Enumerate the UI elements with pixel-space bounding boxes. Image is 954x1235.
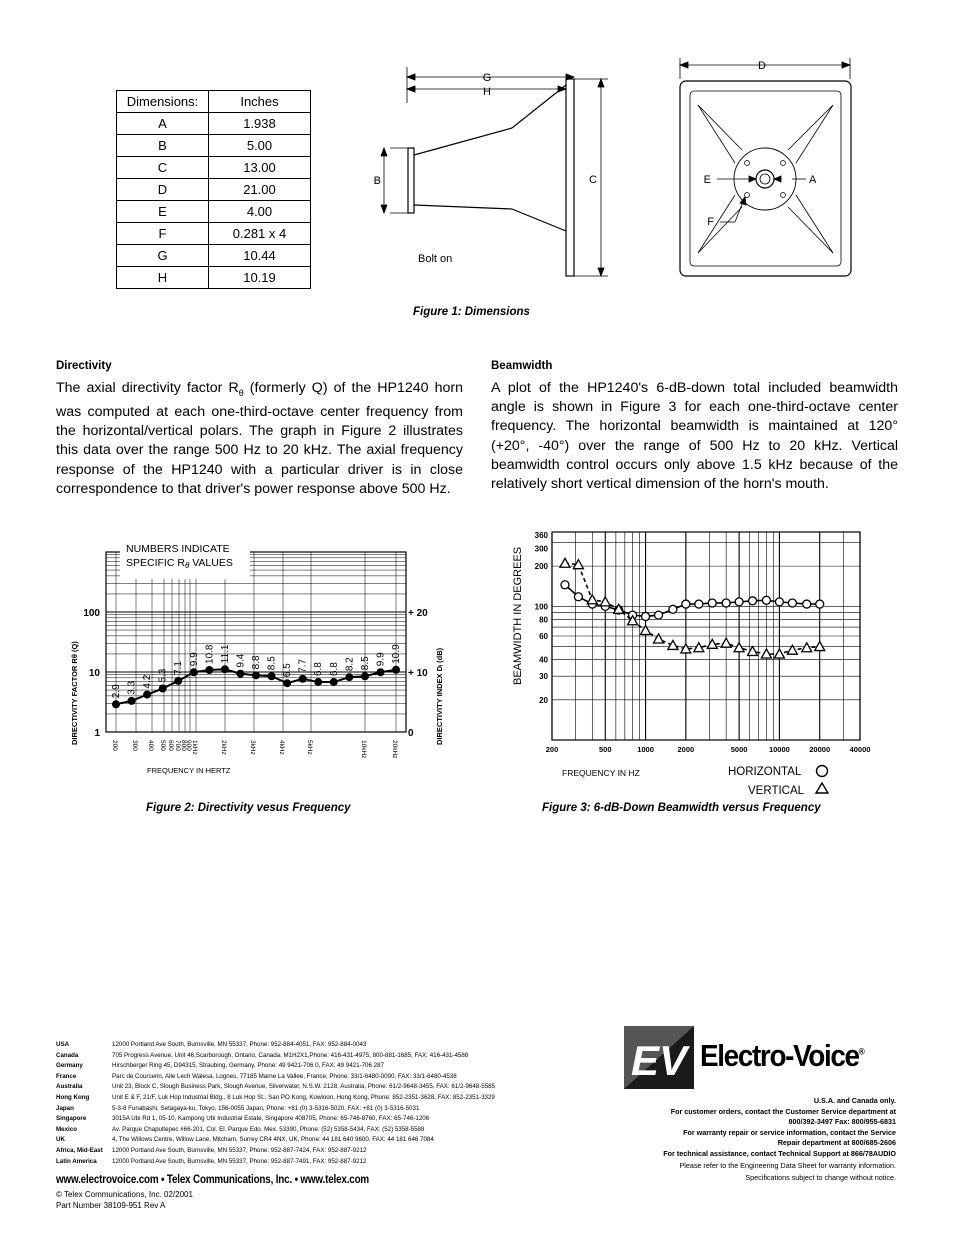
directivity-point <box>190 668 198 676</box>
directivity-point <box>345 673 353 681</box>
office-address: Av. Parque Chapultepec #66-201, Col. El. Parque Edo. Mex. 53390, Phone: (52) 5358-5434, FAX: (52) 5358-5588 <box>112 1125 425 1133</box>
beamwidth-chart <box>505 525 875 800</box>
dimension-value: 21.00 <box>209 179 311 201</box>
point-value-label: 5.3 <box>157 668 169 683</box>
directivity-point <box>112 700 120 708</box>
directivity-ylabel-right: DIRECTIVITY INDEX Dᵢ (dB) <box>435 647 444 745</box>
directivity-point <box>159 685 167 693</box>
office-country: Latin America <box>56 1157 97 1165</box>
dimension-value: 1.938 <box>209 113 311 135</box>
x-tick-label: 900 <box>185 740 192 751</box>
directivity-heading: Directivity <box>56 360 112 372</box>
horizontal-point <box>762 596 770 604</box>
office-address: 3015A Ubi Rd 1, 05-10, Kampong Ubi Industrial Estate, Singapore 408705, Phone: 65-746-8760, FAX: 65-746-1206 <box>112 1115 430 1123</box>
office-address: Hirschberger Ring 45, D94315, Straubing, Germany, Phone: 49 9421-706 0, FAX: 49 9421-706 287 <box>112 1062 384 1070</box>
contact-line: Please refer to the Engineering Data Sheet for warranty information. <box>679 1160 896 1170</box>
vertical-point <box>815 642 825 651</box>
dimension-drawings <box>360 55 880 285</box>
y-tick-label: 200 <box>534 562 548 572</box>
office-row <box>56 1061 384 1072</box>
dim-label-g: G <box>482 72 492 84</box>
table-row <box>117 201 311 223</box>
note-line2-sub: θ <box>184 561 190 570</box>
ev-logo-icon <box>624 1026 694 1089</box>
office-row <box>56 1125 424 1136</box>
dimension-value: 0.281 x 4 <box>209 223 311 245</box>
office-country: Hong Kong <box>56 1094 90 1101</box>
office-country: France <box>56 1072 77 1080</box>
y-tick-label: 60 <box>539 632 548 641</box>
office-address: Parc de Courcerin, Alle Lech Walesa, Lognes, 77185 Marne La Vallee, France, Phone: 33/1-6480-0090, FAX: 33/1-6480-4538 <box>112 1072 457 1080</box>
point-value-label: 8.5 <box>359 656 371 671</box>
office-row <box>56 1093 495 1104</box>
point-value-label: 10.8 <box>204 644 216 664</box>
y-tick-label: 80 <box>539 615 548 625</box>
point-value-label: 11.1 <box>219 644 231 664</box>
horizontal-point <box>574 593 582 601</box>
office-country: Canada <box>56 1051 79 1059</box>
dim-label-e: E <box>703 174 711 186</box>
office-country: Singapore <box>56 1115 87 1123</box>
contact-line: For warranty repair or service information, contact the Service <box>683 1127 896 1137</box>
table-row <box>117 135 311 157</box>
beamwidth-series <box>560 558 825 658</box>
table-row <box>117 245 311 267</box>
note-line2-b: VALUES <box>189 557 233 569</box>
part-number: Part Number 38109-951 Rev A <box>56 1201 166 1210</box>
dimension-value: 10.19 <box>209 267 311 289</box>
contact-info <box>663 1096 896 1185</box>
office-address: 12000 Portland Ave South, Burnsville, MN 55337, Phone: 952-887-7424, FAX: 952-887-9212 <box>112 1147 367 1154</box>
vertical-point <box>802 643 812 652</box>
office-row <box>56 1072 457 1083</box>
dimension-letter: H <box>117 267 209 289</box>
directivity-point <box>330 678 338 686</box>
directivity-point <box>174 677 182 685</box>
horn-throat-flange <box>408 148 414 213</box>
y-tick-label: 100 <box>83 608 100 619</box>
vertical-point <box>761 649 771 658</box>
wordmark-text: Electro-Voice <box>700 1038 859 1073</box>
x-tick-label: 4kHz <box>278 740 285 755</box>
contact-line: 800/392-3497 Fax: 800/955-6831 <box>788 1117 896 1127</box>
horizontal-point <box>722 599 730 607</box>
office-country: USA <box>56 1041 70 1048</box>
dimension-letter: E <box>117 201 209 223</box>
horizontal-point <box>682 600 690 608</box>
directivity-point <box>143 691 151 699</box>
directivity-point <box>205 666 213 674</box>
vertical-point <box>734 643 744 652</box>
dim-label-a: A <box>809 174 817 186</box>
directivity-point <box>392 666 400 674</box>
office-row <box>56 1040 366 1051</box>
websites-line[interactable]: www.electrovoice.com • Telex Communications, Inc. • www.telex.com <box>56 1172 370 1186</box>
dim-label-c: C <box>589 174 597 186</box>
office-row <box>56 1157 366 1168</box>
y-tick-label: 100 <box>534 602 548 612</box>
beamwidth-paragraph: A plot of the HP1240's 6-dB-down total included beamwidth angle is shown in Figure 3 for each one-third-octave center frequency. The horizontal beamwidth is maintained at 120° (+20°, -40°) over the range of 500 Hz to 20 kHz. Vertical beamwidth control occurs only above 1.5 kHz because of the relatively short vertical dimension of the horn's mouth. <box>491 380 898 493</box>
office-country: Germany <box>56 1062 83 1070</box>
y-tick-label: 10 <box>88 668 100 679</box>
x-tick-label: 400 <box>147 740 154 751</box>
dimension-letter: A <box>117 113 209 135</box>
x-tick-label: 800 <box>180 740 187 751</box>
x-tick-label: 5kHz <box>306 740 313 755</box>
directivity-text-b: (formerly Q) of the HP1240 horn was computed at each one-third-octave center frequency from the horizontal/vertical polars. The graph in Figure 2 illustrates this data over the range 500 Hz to 20 kHz. The axial frequency response of the HP1240 with a particular driver is in close correspondence to that driver's power response above 500 Hz. <box>56 380 464 497</box>
x-tick-label: 200 <box>545 745 559 754</box>
office-address: 705 Progress Avenue, Unit 46,Scarborough, Ontario, Canada, M1H2X1,Phone: 416-431-4975, 800-881-1685, FAX: 416-431-4588 <box>112 1051 469 1059</box>
directivity-paragraph <box>56 379 463 499</box>
point-value-label: 6.5 <box>282 663 294 678</box>
x-tick-label: 1kHz <box>191 740 198 755</box>
dimension-value: Inches <box>209 91 311 113</box>
table-row <box>117 157 311 179</box>
vertical-point <box>587 595 597 604</box>
table-row <box>117 179 311 201</box>
dimension-letter: Dimensions: <box>117 91 209 113</box>
figure3-caption: Figure 3: 6-dB-Down Beamwidth versus Frequency <box>542 802 821 814</box>
legend-circle-icon <box>817 766 828 777</box>
office-row <box>56 1114 429 1125</box>
directivity-series <box>111 644 402 708</box>
x-tick-label: 700 <box>174 740 181 751</box>
horizontal-point <box>669 605 677 613</box>
table-row <box>117 267 311 289</box>
office-address: 5-3-8 Funabashi, Setagaya-ku, Tokyo, 156-0055 Japan, Phone: +81 (0) 3-5316-5020, FAX: +81 (0) 3-5316-5031 <box>112 1104 420 1112</box>
dimension-value: 4.00 <box>209 201 311 223</box>
horizontal-point <box>775 598 783 606</box>
x-tick-label: 200 <box>111 740 118 751</box>
dimension-value: 5.00 <box>209 135 311 157</box>
dimension-value: 13.00 <box>209 157 311 179</box>
office-address: 4, The Willows Centre, Willow Lane, Mitcham, Surrey CR4 4NX, UK, Phone: 44 181 640 9600, FAX: 44 181 646 7084 <box>112 1136 434 1144</box>
contact-line: For technical assistance, contact Technical Support at 866/78AUDIO <box>663 1148 896 1158</box>
x-tick-label: 20000 <box>809 745 831 754</box>
x-tick-label: 3kHz <box>249 740 256 755</box>
dim-label-b: B <box>373 175 381 187</box>
office-country: Australia <box>56 1083 83 1091</box>
y-tick-label: 1 <box>94 728 100 739</box>
point-value-label: 7.7 <box>297 658 309 673</box>
point-value-label: 9.9 <box>188 652 200 667</box>
horizontal-point <box>816 600 824 608</box>
point-value-label: 4.2 <box>142 674 154 689</box>
directivity-note-line1: NUMBERS INDICATE <box>126 543 230 555</box>
point-value-label: 6.8 <box>328 662 340 677</box>
ev-logo-letters: EV <box>630 1037 688 1084</box>
directivity-point <box>268 672 276 680</box>
dim-label-f: F <box>707 216 714 228</box>
horizontal-point <box>735 598 743 606</box>
vertical-point <box>774 649 784 658</box>
copyright: © Telex Communications, Inc. 02/2001 <box>56 1190 193 1199</box>
figure2-caption: Figure 2: Directivity vesus Frequency <box>146 802 351 814</box>
beamwidth-ylabel: BEAMWIDTH IN DEGREES <box>512 546 524 685</box>
y2-tick-label: + 20 <box>408 608 428 619</box>
point-value-label: 9.9 <box>375 652 387 667</box>
y2-tick-label: + 10 <box>408 668 428 679</box>
point-value-label: 10.9 <box>391 644 402 664</box>
office-row <box>56 1135 434 1146</box>
office-country: Africa, Mid-East <box>56 1147 103 1154</box>
point-value-label: 8.8 <box>251 655 262 670</box>
directivity-point <box>283 679 291 687</box>
figure1-caption: Figure 1: Dimensions <box>413 306 530 318</box>
vertical-point <box>654 634 664 643</box>
directivity-point <box>376 668 384 676</box>
electro-voice-wordmark <box>700 1038 865 1074</box>
dimensions-table <box>116 90 311 289</box>
y-tick-label: 300 <box>534 544 548 554</box>
horn-side-view <box>408 79 574 276</box>
dimensions-table-body <box>117 91 311 289</box>
office-country: UK <box>56 1136 65 1144</box>
directivity-point <box>314 678 322 686</box>
contact-line: U.S.A. and Canada only. <box>813 1096 896 1105</box>
beamwidth-xlabel: FREQUENCY IN HZ <box>562 768 640 778</box>
horizontal-point <box>708 599 716 607</box>
point-value-label: 6.8 <box>313 662 325 677</box>
point-value-label: 2.9 <box>111 684 122 699</box>
directivity-point <box>299 675 307 683</box>
x-tick-label: 300 <box>131 740 138 751</box>
ev-logo-mark <box>624 1026 694 1089</box>
bolt-on-label: Bolt on <box>418 253 453 265</box>
dimension-letter: D <box>117 179 209 201</box>
table-row <box>117 113 311 135</box>
x-tick-label: 2000 <box>677 745 695 754</box>
directivity-xlabel: FREQUENCY IN HERTZ <box>147 766 231 775</box>
office-country: Mexico <box>56 1125 77 1133</box>
beamwidth-grid <box>552 532 860 740</box>
x-tick-label: 40000 <box>849 745 871 754</box>
y-tick-label: 360 <box>534 531 548 540</box>
x-tick-label: 10kHz <box>360 740 367 759</box>
y2-tick-label: 0 <box>408 728 414 739</box>
table-row <box>117 223 311 245</box>
directivity-point <box>236 670 244 678</box>
dimension-letter: F <box>117 223 209 245</box>
directivity-chart <box>60 535 460 785</box>
horizontal-point <box>788 599 796 607</box>
legend-horizontal-label: HORIZONTAL <box>728 766 802 778</box>
horizontal-point <box>655 611 663 619</box>
vertical-point <box>560 558 570 567</box>
dim-label-h: H <box>483 86 491 98</box>
directivity-point <box>252 671 260 679</box>
y-tick-label: 40 <box>539 655 548 665</box>
directivity-text-sub: θ <box>238 387 244 398</box>
office-row <box>56 1051 468 1062</box>
point-value-label: 3.3 <box>126 680 138 695</box>
office-country: Japan <box>56 1104 74 1112</box>
directivity-text-a: The axial directivity factor R <box>56 380 239 396</box>
x-tick-label: 5000 <box>730 745 748 754</box>
horizontal-point <box>561 581 569 589</box>
dimension-letter: C <box>117 157 209 179</box>
contact-line: Repair department at 800/685-2606 <box>777 1138 896 1148</box>
x-tick-label: 600 <box>167 740 174 751</box>
directivity-point <box>361 672 369 680</box>
directivity-ylabel-left: DIRECTIVITY FACTOR Rθ (Q) <box>70 641 79 745</box>
office-row <box>56 1146 366 1157</box>
dimension-letter: B <box>117 135 209 157</box>
horizontal-point <box>749 597 757 605</box>
office-address: Unit E & F, 21/F, Luk Hop Industrial Bldg., 8 Luk Hop St., San PO Kong, Kowloon, Hong Kong, Phone: 852-2351-3628, FAX: 852-2351-3329 <box>112 1094 495 1101</box>
horn-mouth-flange <box>566 79 574 276</box>
vertical-point <box>748 646 758 655</box>
office-address: Unit 23, Block C, Slough Business Park, Slough Avenue, Silverwater, N.S.W. 2128, Australia, Phone: 61/2-9648-3455, FAX: 61/2-9648-5585 <box>112 1083 496 1091</box>
dim-label-d: D <box>758 60 766 72</box>
directivity-point <box>221 665 229 673</box>
legend-vertical-label: VERTICAL <box>748 785 805 797</box>
contact-line: Specifications subject to change without notice. <box>745 1173 896 1183</box>
dimension-value: 10.44 <box>209 245 311 267</box>
x-tick-label: 10000 <box>768 745 790 754</box>
x-tick-label: 500 <box>159 740 166 751</box>
y-tick-label: 20 <box>539 695 548 705</box>
horizontal-point <box>642 612 650 620</box>
office-address: 12000 Portland Ave South, Burnsville, MN 55337, Phone: 952-887-7491, FAX: 952-887-9212 <box>112 1157 367 1165</box>
directivity-point <box>128 697 136 705</box>
legend-triangle-icon <box>816 783 828 793</box>
contact-line: For customer orders, contact the Customer Service department at <box>670 1106 896 1116</box>
x-tick-label: 2kHz <box>220 740 227 755</box>
x-tick-label: 500 <box>599 745 612 754</box>
note-line2-a: SPECIFIC R <box>126 557 185 569</box>
vertical-point <box>668 640 678 649</box>
directivity-note-line2 <box>126 557 233 570</box>
beamwidth-heading: Beamwidth <box>491 360 553 372</box>
point-value-label: 7.1 <box>173 661 185 675</box>
dimension-letter: G <box>117 245 209 267</box>
x-tick-label: 1000 <box>637 745 654 754</box>
horizontal-point <box>695 600 703 608</box>
table-header-row <box>117 91 311 113</box>
y-tick-label: 30 <box>539 672 548 682</box>
office-row <box>56 1104 419 1115</box>
horizontal-point <box>803 600 811 608</box>
point-value-label: 9.4 <box>235 653 247 668</box>
vertical-point <box>600 597 610 606</box>
office-row <box>56 1082 495 1093</box>
point-value-label: 8.2 <box>344 657 356 672</box>
registered-mark: ® <box>858 1046 865 1057</box>
x-tick-label: 20kHz <box>391 740 398 759</box>
point-value-label: 8.5 <box>266 656 278 671</box>
office-address: 12000 Portland Ave South, Burnsville, MN 55337, Phone: 952-884-4051, FAX: 952-884-0043 <box>112 1041 367 1048</box>
